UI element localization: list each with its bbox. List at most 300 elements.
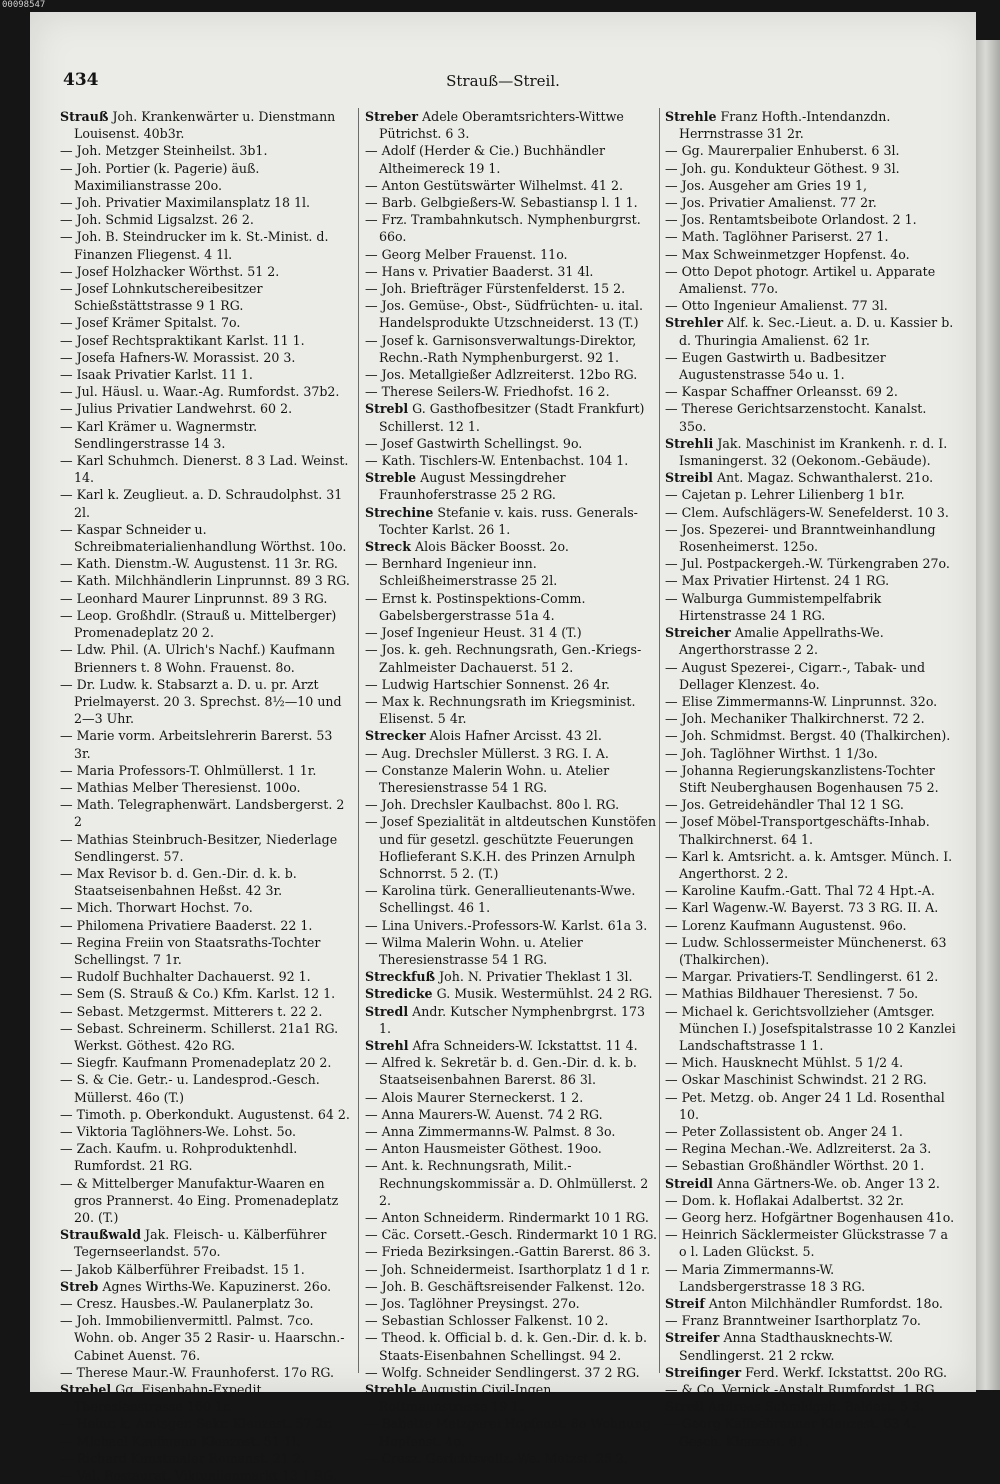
directory-entry <box>60 452 352 486</box>
directory-entry <box>665 1312 957 1329</box>
entry-text: — Michael k. Gerichtsvollzieher (Amtsger. München I.) Josefspitalstrasse 10 2 Kanzlei Landschaftstrasse 1 1. <box>665 1003 956 1053</box>
entry-text: — Jos. Metallgießer Adlzreiterst. 12bo RG. <box>365 367 638 383</box>
entry-text: — Sem (S. Strauß & Co.) Kfm. Karlst. 12 1. <box>60 986 336 1002</box>
surname-heading: Streckfuß <box>365 969 436 985</box>
directory-entry <box>665 745 957 762</box>
entry-text: — Pet. Metzg. ob. Anger 24 1 Ld. Rosenthal 10. <box>665 1089 945 1122</box>
directory-entry <box>365 538 657 555</box>
directory-entry <box>665 1209 957 1226</box>
surname-heading: Streicher <box>665 625 731 641</box>
directory-entry <box>60 1071 352 1105</box>
entry-text: — Max Revisor b. d. Gen.-Dir. d. k. b. Staatseisenbahnen Heßst. 42 3r. <box>60 865 297 899</box>
directory-entry <box>665 590 957 624</box>
entry-text: — Walburga Gummistempelfabrik Hirtenstrasse 24 1 RG. <box>665 590 882 623</box>
directory-entry <box>665 1295 957 1312</box>
entry-text: Agnes Wirths-We. Kapuzinerst. 26o. <box>102 1278 332 1294</box>
directory-entry <box>365 469 657 503</box>
entry-text: — Zach. Kaufm. u. Rohproduktenhdl. Rumfordst. 21 RG. <box>60 1141 298 1174</box>
entry-text: — Joh. Immobilienvermittl. Palmst. 7co. Wohn. ob. Anger 35 2 Rasir- u. Haarschn.-Cabinet Auenst. 76. <box>60 1313 345 1363</box>
surname-heading: Strecker <box>365 728 426 744</box>
surname-heading: Strebl <box>365 401 409 417</box>
directory-entry <box>60 263 352 280</box>
entry-text: — Michael Kaufmann Klenzest. 51 1l. <box>60 1433 300 1449</box>
entry-text: — Val. Restaurat. Viktualienmarkt 13 1 RG. <box>60 1468 337 1484</box>
directory-entry <box>365 504 657 538</box>
directory-entry <box>365 1295 657 1312</box>
entry-text: — Karolina türk. Generallieutenants-Wwe. Schellingst. 46 1. <box>365 883 636 916</box>
entry-text: — Josef Gastwirth Schellingst. 9o. <box>365 435 583 451</box>
directory-entry <box>665 1054 957 1071</box>
directory-entry <box>60 1054 352 1071</box>
entry-text: — Joh. Taglöhner Wirthst. 1 1/3o. <box>665 745 878 761</box>
entry-text: — Maria Professors-T. Ohlmüllerst. 1 1r. <box>60 762 317 778</box>
entry-text: — Philomena Privatiere Baaderst. 22 1. <box>60 917 313 933</box>
entry-text: — Cresz. Gerichtsvollz.-We. Metzst. 25 2. <box>365 1450 629 1466</box>
entry-text: — Constanze Malerin Wohn. u. Atelier Theresienstrasse 54 1 RG. <box>365 762 610 795</box>
entry-text: — Mich. Hausknecht Mühlst. 5 1/2 4. <box>665 1055 904 1071</box>
entry-text: — Mathias Bildhauer Theresienst. 7 5o. <box>665 986 919 1002</box>
entry-text: — Joh. Schmid Ligsalzst. 26 2. <box>60 212 254 228</box>
directory-entry <box>365 676 657 693</box>
directory-entry <box>365 624 657 641</box>
directory-entry <box>665 710 957 727</box>
surname-heading: Stredl <box>365 1003 409 1019</box>
surname-heading: Strehle <box>365 1382 417 1398</box>
entry-text: — Math. Telegraphenwärt. Landsbergerst. 2 2 <box>60 797 345 830</box>
entry-text: Stefanie v. kais. russ. Generals-Tochter Karlst. 26 1. <box>379 504 638 537</box>
directory-entry <box>665 486 957 503</box>
directory-entry <box>365 1209 657 1226</box>
directory-entry <box>665 848 957 882</box>
directory-entry <box>365 383 657 400</box>
entry-text: — Otto Depot photogr. Artikel u. Apparate Amalienst. 77o. <box>665 263 936 297</box>
entry-text: — Wolfg. Schneider Sendlingerst. 37 2 RG. <box>365 1364 640 1380</box>
directory-entry <box>665 435 957 469</box>
entry-text: — Alois Maurer Sterneckerst. 1 2. <box>365 1089 584 1105</box>
directory-entry <box>365 762 657 796</box>
directory-entry <box>665 762 957 796</box>
directory-entry <box>665 813 957 847</box>
directory-entry <box>365 917 657 934</box>
entry-text: — Rudolf Buchhalter Dachauerst. 92 1. <box>60 969 311 985</box>
entry-text: — Jos. Spezerei- und Branntweinhandlung Rosenheimerst. 125o. <box>665 521 936 555</box>
entry-text: — Wilma Malerin Wohn. u. Atelier Theresienstrasse 54 1 RG. <box>365 934 583 967</box>
entry-text: — Karl Krämer u. Wagnermstr. Sendlingerstrasse 14 3. <box>60 418 258 451</box>
surname-heading: Strehle <box>665 109 717 124</box>
directory-entry <box>665 555 957 572</box>
entry-text: — Dom. k. Hoflakai Adalbertst. 32 2r. <box>665 1192 905 1208</box>
page-number: 434 <box>63 70 99 90</box>
directory-entry <box>665 297 957 314</box>
directory-entry <box>365 400 657 434</box>
directory-entry <box>365 1106 657 1123</box>
directory-entry <box>365 1037 657 1054</box>
directory-entry <box>665 211 957 228</box>
directory-entry <box>60 486 352 520</box>
entry-text: — Johanna Regierungskanzlistens-Tochter Stift Neuberghausen Bogenhausen 75 2. <box>665 762 939 795</box>
entry-text: Alois Bäcker Boosst. 2o. <box>414 539 569 555</box>
entry-text: — Ldw. Phil. (A. Ulrich's Nachf.) Kaufmann Brienners t. 8 Wohn. Frauenst. 8o. <box>60 642 335 675</box>
book-edge <box>976 40 1000 1390</box>
directory-column-2 <box>365 108 657 1466</box>
directory-entry <box>365 796 657 813</box>
directory-entry <box>60 899 352 916</box>
entry-text: — Frz. Trambahnkutsch. Nymphenburgrst. 66o. <box>365 212 641 245</box>
entry-text: — Oskar Maschinist Schwindst. 21 2 RG. <box>665 1072 927 1088</box>
entry-text: — Karl k. Amtsricht. a. k. Amtsger. Münch. I. Angerthorst. 2 2. <box>665 848 953 881</box>
directory-entry <box>365 1243 657 1260</box>
directory-entry <box>60 332 352 349</box>
directory-entry <box>365 1381 657 1415</box>
directory-entry <box>60 383 352 400</box>
directory-entry <box>60 349 352 366</box>
entry-text: — Ludwig Hartschier Sonnenst. 26 4r. <box>365 676 610 692</box>
directory-column-1 <box>60 108 352 1484</box>
directory-entry <box>365 1003 657 1037</box>
entry-text: — Adolf (Herder & Cie.) Buchhändler Altheimereck 19 1. <box>365 143 606 176</box>
directory-entry <box>365 882 657 916</box>
directory-entry <box>60 762 352 779</box>
entry-text: — Joh. Metzger Steinheilst. 3b1. <box>60 143 268 159</box>
entry-text: — Therese Gerichtsarzenstocht. Kanalst. 35o. <box>665 401 927 434</box>
entry-text: — Josef Lohnkutschereibesitzer Schießstättstrasse 9 1 RG. <box>60 281 263 314</box>
entry-text: — Regina Freiin von Staatsraths-Tochter Schellingst. 7 1r. <box>60 934 321 967</box>
directory-entry <box>60 1467 352 1484</box>
entry-text: — Eugen Gastwirth u. Badbesitzer Augustenstrasse 54o u. 1. <box>665 349 886 383</box>
directory-entry <box>665 1381 957 1398</box>
directory-entry <box>60 521 352 555</box>
surname-heading: Streil <box>665 1399 705 1415</box>
entry-text: — Richard Kunstmaler Romanst. 21 2. <box>60 1450 305 1466</box>
entry-text: — Therese Seilers-W. Friedhofst. 16 2. <box>365 384 610 400</box>
entry-text: — Aug. Drechsler Müllerst. 3 RG. I. A. <box>365 745 609 761</box>
entry-text: — Georg herz. Hofgärtner Bogenhausen 41o. <box>665 1210 955 1225</box>
directory-entry <box>365 1123 657 1140</box>
directory-entry <box>365 813 657 882</box>
directory-entry <box>665 1089 957 1123</box>
directory-entry <box>60 418 352 452</box>
surname-heading: Streb <box>60 1278 99 1294</box>
surname-heading: Streibl <box>665 470 713 486</box>
directory-entry <box>665 1003 957 1055</box>
directory-entry <box>60 572 352 589</box>
scan-id: 00098547 <box>2 0 46 10</box>
directory-entry <box>665 1364 957 1381</box>
entry-text: — Isaak Privatier Karlst. 11 1. <box>60 367 253 383</box>
entry-text: — Math. Taglöhner Pariserst. 27 1. <box>665 229 889 245</box>
directory-entry <box>60 108 352 142</box>
surname-heading: Strehler <box>665 315 724 331</box>
entry-text: — Josefa Hafners-W. Morassist. 20 3. <box>60 349 296 365</box>
directory-entry <box>60 228 352 262</box>
entry-text: — Cäc. Corsett.-Gesch. Rindermarkt 10 1 RG. <box>365 1227 657 1243</box>
directory-entry <box>365 1415 657 1449</box>
entry-text: — Jul. Postpackergeh.-W. Türkengraben 27o. <box>665 556 950 572</box>
directory-entry <box>365 745 657 762</box>
directory-entry <box>365 452 657 469</box>
entry-text: Anna Gärtners-We. ob. Anger 13 2. <box>716 1175 940 1191</box>
entry-text: — Clem. Aufschlägers-W. Senefelderst. 10 3. <box>665 504 949 520</box>
directory-entry <box>60 1261 352 1278</box>
entry-text: — Josef k. Garnisonsverwaltungs-Direktor, Rechn.-Rath Nymphenburgerst. 92 1. <box>365 332 637 365</box>
directory-entry <box>365 246 657 263</box>
directory-entry <box>60 194 352 211</box>
entry-text: — Leop. Großhdlr. (Strauß u. Mittelberger) Promenadeplatz 20 2. <box>60 607 337 641</box>
entry-text: — Karl Schuhmch. Dienerst. 8 3 Lad. Weinst. 14. <box>60 453 349 486</box>
directory-entry <box>365 211 657 245</box>
directory-entry <box>60 985 352 1002</box>
entry-text: — Mathias Steinbruch-Besitzer, Niederlage Sendlingerst. 57. <box>60 831 338 864</box>
entry-text: — Lorenz Kaufmann Augustenst. 96o. <box>665 917 907 933</box>
directory-entry <box>665 1157 957 1174</box>
entry-text: — Joh. B. Geschäftsreisender Falkenst. 12o. <box>365 1278 646 1294</box>
surname-heading: Streck <box>365 539 411 555</box>
directory-entry <box>60 400 352 417</box>
entry-text: — Sebastian Schlosser Falkenst. 10 2. <box>365 1313 609 1329</box>
directory-entry <box>365 263 657 280</box>
entry-text: — Anton Hausmeister Göthest. 19oo. <box>365 1141 602 1157</box>
directory-entry <box>60 1415 352 1432</box>
directory-entry <box>665 1123 957 1140</box>
directory-entry <box>665 1261 957 1295</box>
entry-text: — Mich. Thorwart Hochst. 7o. <box>60 900 253 916</box>
column-rule <box>358 108 359 1373</box>
directory-entry <box>665 968 957 985</box>
entry-text: — Anton Gestütswärter Wilhelmst. 41 2. <box>365 177 623 193</box>
entry-text: Jak. Maschinist im Krankenh. r. d. I. Ismaningerst. 32 (Oekonom.-Gebäude). <box>679 435 948 469</box>
entry-text: — Josef Ingenieur Heust. 31 4 (T.) <box>365 625 582 641</box>
directory-entry <box>60 160 352 194</box>
directory-entry <box>665 727 957 744</box>
directory-entry <box>365 435 657 452</box>
directory-entry <box>60 1295 352 1312</box>
entry-text: — Viktoria Taglöhners-We. Lohst. 5o. <box>60 1123 296 1139</box>
entry-text: — August Spezerei-, Cigarr.-, Tabak- und Dellager Klenzest. 4o. <box>665 659 926 692</box>
entry-text: — Jos. Taglöhner Preysingst. 27o. <box>365 1296 580 1312</box>
directory-page <box>30 12 976 1484</box>
directory-entry <box>60 641 352 675</box>
entry-text: — Heinr. k. Amtsger.-Sekr. Klenzest. 57 2r. <box>60 1416 333 1432</box>
directory-entry <box>665 1071 957 1088</box>
entry-text: — S. & Cie. Getr.- u. Landesprod.-Gesch. Müllerst. 46o (T.) <box>60 1072 320 1105</box>
directory-entry <box>665 246 957 263</box>
entry-text: — & Co. Vernick.-Anstalt Rumfordst. 1 RG. <box>665 1382 939 1398</box>
entry-text: — Jos. Ausgeher am Gries 19 1, <box>665 177 867 193</box>
directory-entry <box>665 572 957 589</box>
directory-entry <box>60 142 352 159</box>
directory-entry <box>365 142 657 176</box>
entry-text: — Ernst k. Postinspektions-Comm. Gabelsbergerstrasse 51a 4. <box>365 590 586 623</box>
entry-text: — Jos. Privatier Amalienst. 77 2r. <box>665 195 877 211</box>
directory-entry <box>60 1381 352 1415</box>
directory-entry <box>365 332 657 366</box>
directory-entry <box>365 297 657 331</box>
directory-entry <box>665 142 957 159</box>
directory-entry <box>665 1329 957 1363</box>
entry-text: — Karl Wagenw.-W. Bayerst. 73 3 RG. II. A. <box>665 900 939 916</box>
entry-text: — Barb. Gelbgießers-W. Sebastiansp l. 1 1. <box>365 195 638 211</box>
directory-entry <box>365 1312 657 1329</box>
surname-heading: Straußwald <box>60 1227 142 1243</box>
directory-entry <box>665 177 957 194</box>
surname-heading: Strauß <box>60 109 109 124</box>
directory-entry <box>60 366 352 383</box>
surname-heading: Stredicke <box>365 986 433 1002</box>
entry-text: — Maria Zimmermanns-W. Landsbergerstrasse 18 3 RG. <box>665 1261 866 1294</box>
entry-text: — Anna Zimmermanns-W. Palmst. 8 3o. <box>365 1123 616 1139</box>
entry-text: — Gg. Maurerpalier Enhuberst. 6 3l. <box>665 143 900 159</box>
directory-entry <box>60 727 352 761</box>
directory-entry <box>665 899 957 916</box>
surname-heading: Strechine <box>365 504 434 520</box>
directory-entry <box>665 1140 957 1157</box>
directory-entry <box>665 934 957 968</box>
directory-entry <box>60 934 352 968</box>
directory-entry <box>665 624 957 658</box>
entry-text: Andreas Schmidgeh. Baldest. 5 3. <box>708 1399 925 1415</box>
entry-text: G. Musik. Westermühlst. 24 2 RG. <box>436 986 653 1002</box>
directory-entry <box>60 1123 352 1140</box>
entry-text: — & Mittelberger Manufaktur-Waaren en gros Prannerst. 4o Eing. Promenadeplatz 20. (T.) <box>60 1175 339 1225</box>
entry-text: Andr. Kutscher Nymphenbrgrst. 173 1. <box>379 1003 646 1036</box>
directory-entry <box>60 1450 352 1467</box>
entry-text: — Joh. gu. Kondukteur Göthest. 9 3l. <box>665 160 900 176</box>
directory-entry <box>60 607 352 641</box>
entry-text: — Georg Melber Frauenst. 11o. <box>365 246 568 262</box>
entry-text: — Josef Spezialität in altdeutschen Kunstöfen und für gesetzl. geschützte Feuerungen Hoflieferant S.K.H. des Prinzen Arnulph Schnorrst. 5 2. (T.) <box>365 814 657 881</box>
entry-text: Alf. k. Sec.-Lieut. a. D. u. Kassier b. d. Thuringia Amalienst. 62 1r. <box>679 315 954 348</box>
directory-entry <box>665 263 957 297</box>
entry-text: Ant. Magaz. Schwanthalerst. 21o. <box>716 470 934 486</box>
surname-heading: Strehli <box>665 435 714 451</box>
directory-entry <box>665 349 957 383</box>
directory-entry <box>665 108 957 142</box>
entry-text: — Ludw. Schlossermeister Münchenerst. 63 (Thalkirchen). <box>665 934 947 967</box>
entry-text: Alois Hafner Arcisst. 43 2l. <box>429 728 602 744</box>
entry-text: — Josef Rechtspraktikant Karlst. 11 1. <box>60 332 305 348</box>
entry-text: — Mathias Melber Theresienst. 100o. <box>60 779 301 795</box>
entry-text: — Heinrich Säcklermeister Glückstrasse 7 a o l. Laden Glückst. 5. <box>665 1227 948 1260</box>
entry-text: Adele Oberamtsrichters-Wittwe Pütrichst. 6 3. <box>379 109 624 142</box>
column-rule <box>659 108 660 1373</box>
directory-entry <box>60 917 352 934</box>
surname-heading: Strebel <box>60 1382 112 1398</box>
directory-entry <box>60 1433 352 1450</box>
directory-entry <box>365 177 657 194</box>
entry-text: — Babette Metzgerei Hopfenst. 8o Wohnung Hopfenst. 4o. <box>365 1416 651 1449</box>
directory-entry <box>365 1278 657 1295</box>
entry-text: — Hans v. Privatier Baaderst. 31 4l. <box>365 263 594 279</box>
directory-entry <box>365 1364 657 1381</box>
entry-text: — Joh. Portier (k. Pagerie) äuß. Maximilianstrasse 20o. <box>60 160 260 193</box>
entry-text: — Jos. k. geh. Rechnungsrath, Gen.-Kriegs-Zahlmeister Dachauerst. 51 2. <box>365 642 642 675</box>
entry-text: — Kaspar Schneider u. Schreibmaterialienhandlung Wörthst. 10o. <box>60 521 347 555</box>
entry-text: — Siegfr. Kaufmann Promenadeplatz 20 2. <box>60 1055 332 1071</box>
entry-text: — Max Privatier Hirtenst. 24 1 RG. <box>665 573 890 589</box>
directory-entry <box>365 693 657 727</box>
entry-text: — Karoline Kaufm.-Gatt. Thal 72 4 Hpt.-A. <box>665 883 935 899</box>
entry-text: — Georg Kaffeebrenner Klenzest. 63 4. Gesch. Klenzest. 61. <box>665 1416 916 1449</box>
entry-text: — Sebastian Großhändler Wörthst. 20 1. <box>665 1158 925 1174</box>
directory-entry <box>665 1226 957 1260</box>
directory-entry <box>365 555 657 589</box>
directory-entry <box>60 968 352 985</box>
directory-entry <box>365 590 657 624</box>
directory-entry <box>365 727 657 744</box>
directory-entry <box>60 1140 352 1174</box>
entry-text: — Jos. Rentamtsbeibote Orlandost. 2 1. <box>665 212 917 228</box>
directory-entry <box>60 1175 352 1227</box>
entry-text: — Franz Branntweiner Isarthorplatz 7o. <box>665 1313 921 1329</box>
directory-entry <box>365 1089 657 1106</box>
directory-entry <box>665 469 957 486</box>
directory-entry <box>665 383 957 400</box>
entry-text: — Sebast. Schreinerm. Schillerst. 21a1 RG. Werkst. Göthest. 42o RG. <box>60 1020 339 1053</box>
entry-text: — Josef Krämer Spitalst. 7o. <box>60 315 241 331</box>
entry-text: — Marie vorm. Arbeitslehrerin Barerst. 53 3r. <box>60 728 333 761</box>
directory-entry <box>365 934 657 968</box>
entry-text: — Margar. Privatiers-T. Sendlingerst. 61 2. <box>665 969 939 985</box>
entry-text: — Jul. Häusl. u. Waar.-Ag. Rumfordst. 37b2. <box>60 384 340 400</box>
entry-text: Afra Schneiders-W. Ickstattst. 11 4. <box>412 1037 638 1053</box>
entry-text: Jak. Fleisch- u. Kälberführer Tegernseerlandst. 57o. <box>74 1227 327 1260</box>
entry-text: — Kath. Tischlers-W. Entenbachst. 104 1. <box>365 453 629 469</box>
directory-entry <box>365 366 657 383</box>
directory-entry <box>365 1140 657 1157</box>
entry-text: August Messingdreher Fraunhoferstrasse 25 2 RG. <box>379 470 566 503</box>
directory-entry <box>365 1157 657 1209</box>
entry-text: — Sebast. Metzgermst. Mitterers t. 22 2. <box>60 1003 323 1019</box>
entry-text: Franz Hofth.-Intendanzdn. Herrnstrasse 31 2r. <box>679 109 891 142</box>
entry-text: — Cajetan p. Lehrer Lilienberg 1 b1r. <box>665 487 905 503</box>
entry-text: — Joh. Privatier Maximilansplatz 18 1l. <box>60 195 311 211</box>
entry-text: — Max k. Rechnungsrath im Kriegsminist. Elisenst. 5 4r. <box>365 693 636 727</box>
surname-heading: Streber <box>365 109 419 124</box>
entry-text: — Frieda Bezirksingen.-Gattin Barerst. 86 3. <box>365 1244 651 1260</box>
directory-entry <box>665 796 957 813</box>
entry-text: — Otto Ingenieur Amalienst. 77 3l. <box>665 298 888 314</box>
entry-text: — Joh. Schneidermeist. Isarthorplatz 1 d 1 r. <box>365 1261 650 1277</box>
entry-text: — Leonhard Maurer Linprunnst. 89 3 RG. <box>60 590 328 606</box>
entry-text: — Max Schweinmetzger Hopfenst. 4o. <box>665 246 910 262</box>
directory-entry <box>665 504 957 521</box>
directory-entry <box>665 1415 957 1449</box>
entry-text: — Joh. Briefträger Fürstenfelderst. 15 2. <box>365 281 626 297</box>
entry-text: — Therese Maur.-W. Fraunhoferst. 17o RG. <box>60 1364 334 1380</box>
directory-entry <box>365 641 657 675</box>
entry-text: — Bernhard Ingenieur inn. Schleißheimerstrasse 25 2l. <box>365 556 558 589</box>
entry-text: — Jos. Getreidehändler Thal 12 1 SG. <box>665 797 904 813</box>
entry-text: — Josef Möbel-Transportgeschäfts-Inhab. Thalkirchnerst. 64 1. <box>665 814 930 847</box>
directory-entry <box>665 314 957 348</box>
directory-entry <box>60 779 352 796</box>
directory-entry <box>665 659 957 693</box>
entry-text: — Timoth. p. Oberkondukt. Augustenst. 64 2. <box>60 1106 350 1122</box>
entry-text: Joh. Krankenwärter u. Dienstmann Louisenst. 40b3r. <box>74 109 336 142</box>
entry-text: — Kath. Dienstm.-W. Augustenst. 11 3r. RG. <box>60 556 338 572</box>
directory-entry <box>665 194 957 211</box>
directory-column-3 <box>665 108 957 1449</box>
directory-entry <box>365 194 657 211</box>
directory-entry <box>665 1175 957 1192</box>
directory-entry <box>60 1003 352 1020</box>
entry-text: Joh. N. Privatier Theklast 1 3l. <box>439 969 633 985</box>
surname-heading: Streifer <box>665 1330 720 1346</box>
entry-text: — Karl k. Zeuglieut. a. D. Schraudolphst. 31 2l. <box>60 487 343 520</box>
directory-entry <box>60 590 352 607</box>
directory-entry <box>665 1398 957 1415</box>
directory-entry <box>365 968 657 985</box>
